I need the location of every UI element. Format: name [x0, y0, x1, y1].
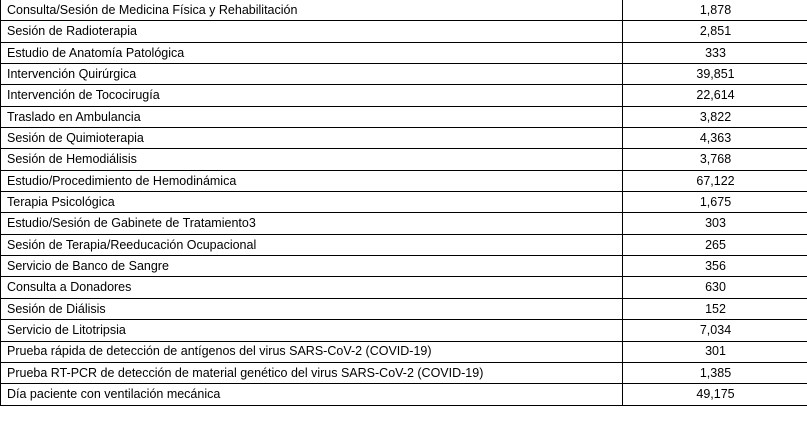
- service-count-cell: 2,851: [623, 21, 807, 42]
- service-name-cell: Sesión de Quimioterapia: [1, 128, 623, 149]
- services-table-body: [1, 0, 807, 405]
- table-row: [1, 42, 807, 63]
- service-count-cell: 265: [623, 234, 807, 255]
- table-row: [1, 341, 807, 362]
- service-count-cell: 67,122: [623, 170, 807, 191]
- table-row: [1, 277, 807, 298]
- service-count-cell: 630: [623, 277, 807, 298]
- service-count-cell: 3,768: [623, 149, 807, 170]
- service-count-cell: 333: [623, 42, 807, 63]
- service-name-cell: Consulta/Sesión de Medicina Física y Rehabilitación: [1, 0, 623, 21]
- service-count-cell: 7,034: [623, 320, 807, 341]
- table-row: [1, 128, 807, 149]
- table-row: [1, 362, 807, 383]
- service-count-cell: 152: [623, 298, 807, 319]
- service-name-cell: Prueba rápida de detección de antígenos del virus SARS-CoV-2 (COVID-19): [1, 341, 623, 362]
- table-row: [1, 64, 807, 85]
- table-row: [1, 0, 807, 21]
- service-name-cell: Intervención Quirúrgica: [1, 64, 623, 85]
- service-name-cell: Servicio de Litotripsia: [1, 320, 623, 341]
- service-name-cell: Sesión de Hemodiálisis: [1, 149, 623, 170]
- service-name-cell: Día paciente con ventilación mecánica: [1, 384, 623, 405]
- service-name-cell: Intervención de Tococirugía: [1, 85, 623, 106]
- service-name-cell: Prueba RT-PCR de detección de material genético del virus SARS-CoV-2 (COVID-19): [1, 362, 623, 383]
- table-row: [1, 384, 807, 405]
- table-row: [1, 85, 807, 106]
- table-row: [1, 192, 807, 213]
- service-name-cell: Sesión de Diálisis: [1, 298, 623, 319]
- table-row: [1, 320, 807, 341]
- service-count-cell: 356: [623, 256, 807, 277]
- service-name-cell: Sesión de Radioterapia: [1, 21, 623, 42]
- table-row: [1, 234, 807, 255]
- table-row: [1, 21, 807, 42]
- service-name-cell: Sesión de Terapia/Reeducación Ocupacional: [1, 234, 623, 255]
- service-name-cell: Estudio/Procedimiento de Hemodinámica: [1, 170, 623, 191]
- service-count-cell: 303: [623, 213, 807, 234]
- table-row: [1, 298, 807, 319]
- service-count-cell: 22,614: [623, 85, 807, 106]
- service-count-cell: 49,175: [623, 384, 807, 405]
- service-name-cell: Terapia Psicológica: [1, 192, 623, 213]
- service-name-cell: Estudio/Sesión de Gabinete de Tratamiento3: [1, 213, 623, 234]
- table-row: [1, 213, 807, 234]
- service-name-cell: Traslado en Ambulancia: [1, 106, 623, 127]
- service-name-cell: Estudio de Anatomía Patológica: [1, 42, 623, 63]
- service-count-cell: 1,675: [623, 192, 807, 213]
- table-row: [1, 170, 807, 191]
- service-count-cell: 1,878: [623, 0, 807, 21]
- service-count-cell: 301: [623, 341, 807, 362]
- table-row: [1, 106, 807, 127]
- service-count-cell: 39,851: [623, 64, 807, 85]
- service-count-cell: 1,385: [623, 362, 807, 383]
- table-row: [1, 256, 807, 277]
- service-count-cell: 4,363: [623, 128, 807, 149]
- service-count-cell: 3,822: [623, 106, 807, 127]
- table-row: [1, 149, 807, 170]
- service-name-cell: Servicio de Banco de Sangre: [1, 256, 623, 277]
- service-name-cell: Consulta a Donadores: [1, 277, 623, 298]
